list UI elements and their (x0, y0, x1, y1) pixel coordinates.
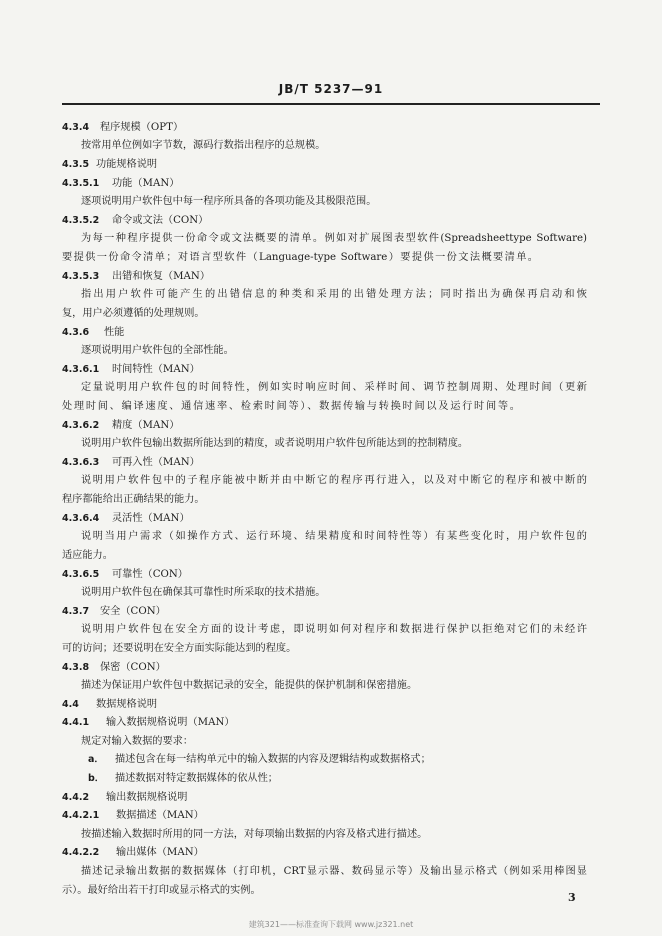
section-number: 4.4.2.1 (62, 810, 100, 821)
section-number: 4.3.6 (62, 327, 90, 338)
section-number: 4.3.6.3 (62, 457, 100, 468)
body-line: 按常用单位例如字节数，源码行数指出程序的总规模。 (81, 140, 326, 151)
section-number: b． (88, 773, 105, 784)
document-header: JB/T 5237—91 (278, 82, 384, 96)
section-number: 4.3.6.2 (62, 420, 100, 431)
section-number: 4.4.1 (62, 717, 90, 728)
section-heading: 安全（CON） (100, 606, 166, 617)
section-heading: 保密（CON） (100, 662, 166, 673)
section-heading: 数据规格说明 (96, 699, 158, 710)
section-number: 4.3.6.1 (62, 364, 100, 375)
section-number: 4.3.6.5 (62, 569, 100, 580)
body-line: 处理时间、编译速度、通信速率、检索时间等）、数据传输与转换时间以及运行时间等。 (62, 401, 520, 412)
section-number: 4.3.8 (62, 662, 90, 673)
body-line: 逐项说明用户软件包中每一程序所具备的各项功能及其极限范围。 (81, 196, 377, 207)
section-number: 4.4.2.2 (62, 847, 100, 858)
body-line: 按描述输入数据时所用的同一方法，对每项输出数据的内容及格式进行描述。 (81, 829, 428, 840)
body-line: 逐项说明用户软件包的全部性能。 (81, 345, 234, 356)
section-heading: 时间特性（MAN） (112, 364, 200, 375)
section-number: 4.4.2 (62, 792, 90, 803)
section-heading: 输出数据规格说明 (106, 792, 188, 803)
section-heading: 精度（MAN） (112, 420, 180, 431)
body-line: 示）。最好给出若干打印或显示格式的实例。 (62, 885, 261, 896)
body-line: 描述为保证用户软件包中数据记录的安全，能提供的保护机制和保密措施。 (81, 680, 418, 691)
body-line: 说明用户软件包在确保其可靠性时所采取的技术措施。 (81, 587, 326, 598)
section-number: 4.3.5.1 (62, 178, 100, 189)
section-heading: 命令或文法（CON） (112, 215, 209, 226)
body-line: 复，用户必须遵循的处理规则。 (62, 308, 205, 319)
page-number: 3 (568, 891, 576, 904)
body-line: 要提供一份命令清单；对语言型软件（Language-type Software）要提供一份文法概要清单。 (62, 252, 538, 263)
body-line: 程序都能给出正确结果的能力。 (62, 494, 205, 505)
section-number: 4.3.5.3 (62, 271, 100, 282)
section-heading: 程序规模（OPT） (100, 122, 184, 133)
section-heading: 描述数据对特定数据媒体的依从性； (115, 773, 278, 784)
header-rule (62, 103, 600, 105)
section-heading: 可再入性（MAN） (112, 457, 200, 468)
body-line: 指出用户软件可能产生的出错信息的种类和采用的出错处理方法；同时指出为确保再启动和恢 (81, 289, 587, 300)
section-number: 4.4 (62, 699, 79, 710)
body-line: 可的访问；还要说明在安全方面实际能达到的程度。 (62, 643, 297, 654)
section-heading: 可靠性（CON） (112, 569, 188, 580)
section-heading: 功能（MAN） (112, 178, 180, 189)
section-heading: 输入数据规格说明（MAN） (106, 717, 235, 728)
section-heading: 输出媒体（MAN） (116, 847, 204, 858)
section-number: a． (88, 754, 104, 765)
footer-watermark: 建筑321——标准查询下载网 www.jz321.net (248, 920, 414, 929)
body-line: 适应能力。 (62, 550, 113, 561)
section-heading: 性能 (104, 327, 125, 338)
section-heading: 描述包含在每一结构单元中的输入数据的内容及逻辑结构或数据格式； (115, 754, 431, 765)
body-line: 描述记录输出数据的数据媒体（打印机，CRT显示器、数码显示等）及输出显示格式（例如采用棒图显 (81, 866, 587, 877)
body-line: 说明当用户需求（如操作方式、运行环境、结果精度和时间特性等）有某些变化时，用户软件包的 (81, 531, 587, 542)
body-line: 定量说明用户软件包的时间特性，例如实时响应时间、采样时间、调节控制周期、处理时间（更新 (81, 382, 587, 393)
section-number: 4.3.4 (62, 122, 90, 133)
body-line: 说明用户软件包中的子程序能被中断并由中断它的程序再行进入，以及对中断它的程序和被中断的 (81, 475, 587, 486)
section-heading: 功能规格说明 (96, 159, 158, 170)
body-line: 说明用户软件包在安全方面的设计考虑，即说明如何对程序和数据进行保护以拒绝对它们的未经许 (81, 624, 587, 635)
body-line: 为每一种程序提供一份命令或文法概要的清单。例如对扩展图表型软件(Spreadsheettype Software) (81, 233, 587, 244)
body-line: 规定对输入数据的要求： (81, 736, 194, 747)
section-heading: 灵活性（MAN） (112, 513, 190, 524)
section-number: 4.3.5 (62, 159, 90, 170)
section-heading: 出错和恢复（MAN） (112, 271, 211, 282)
section-number: 4.3.5.2 (62, 215, 100, 226)
section-heading: 数据描述（MAN） (116, 810, 204, 821)
section-number: 4.3.7 (62, 606, 90, 617)
section-number: 4.3.6.4 (62, 513, 100, 524)
body-line: 说明用户软件包输出数据所能达到的精度，或者说明用户软件包所能达到的控制精度。 (81, 438, 469, 449)
